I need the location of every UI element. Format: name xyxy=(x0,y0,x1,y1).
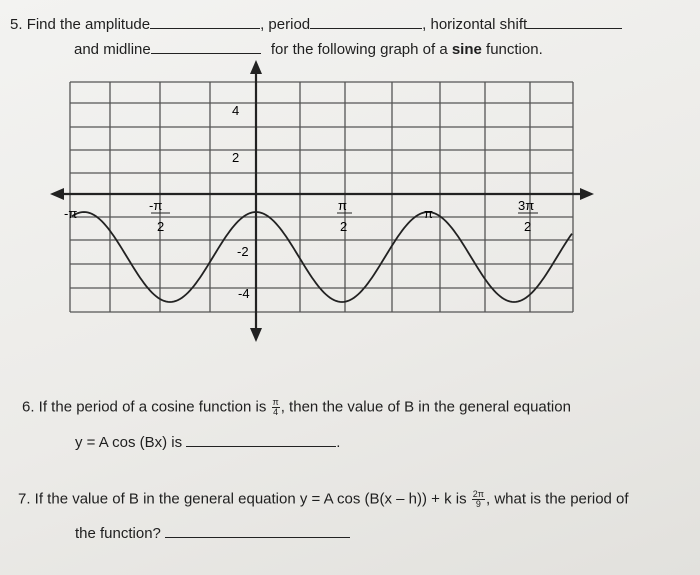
q5-text-function: function. xyxy=(486,41,543,58)
y-axis-down-arrow xyxy=(250,328,262,342)
x-label-pi: π xyxy=(424,206,433,221)
question-7-line-1 xyxy=(18,490,629,509)
q7-text-b: , what is the period of xyxy=(485,490,629,508)
period-answer-blank[interactable] xyxy=(165,537,350,538)
b-value-blank[interactable] xyxy=(186,446,336,447)
x-tick-neg-pi-over-2-den: 2 xyxy=(157,219,165,234)
q5-text-graph: for the following graph of a xyxy=(270,41,448,58)
q6-frac-num: π xyxy=(272,397,279,407)
q7-frac-num: 2π xyxy=(472,489,484,499)
q5-text-sine: sine xyxy=(451,41,482,58)
q5-text-period: , period xyxy=(260,16,311,33)
q6-text-b: , then the value of B in the general equation xyxy=(280,398,571,416)
x-label-left-pi: -π xyxy=(64,206,78,221)
q7-text-a: 7. If the value of B in the general equation y = A cos (B(x – h)) + k is xyxy=(18,490,467,508)
question-7-line-2 xyxy=(75,525,350,542)
y-tick-label-4: 4 xyxy=(232,103,240,118)
x-tick-pi-over-2-num: π xyxy=(338,198,347,213)
question-number: 5. xyxy=(10,16,23,33)
x-axis-left-arrow xyxy=(50,188,64,200)
x-tick-pi-over-2-den: 2 xyxy=(340,219,348,234)
question-6-line-2 xyxy=(75,434,340,451)
question-6-line-1 xyxy=(22,398,571,417)
x-axis-right-arrow xyxy=(580,188,594,200)
y-tick-label-2: 2 xyxy=(232,150,240,165)
q7-fraction xyxy=(472,490,485,509)
y-tick-label-neg-2: -2 xyxy=(237,244,249,259)
q6-frac-den: 4 xyxy=(273,407,279,417)
x-tick-neg-pi-over-2-num: -π xyxy=(149,198,163,213)
q7-frac-den: 9 xyxy=(475,499,481,509)
q7-text-function: the function? xyxy=(75,525,161,542)
q6-text-a: 6. If the period of a cosine function is xyxy=(22,398,267,416)
q6-fraction xyxy=(272,398,280,417)
x-tick-3pi-over-2-den: 2 xyxy=(524,219,532,234)
q5-text-amplitude: Find the amplitude xyxy=(26,16,151,33)
q5-text-shift: , horizontal shift xyxy=(422,16,528,33)
graph-grid xyxy=(70,82,573,312)
q5-text-midline: and midline xyxy=(74,41,151,58)
y-tick-label-neg-4: -4 xyxy=(238,286,250,301)
q6-period-mark: . xyxy=(336,434,341,451)
y-axis-up-arrow xyxy=(250,60,262,74)
q6-equation: y = A cos (Bx) is xyxy=(75,434,183,451)
x-tick-3pi-over-2-num: 3π xyxy=(518,198,535,213)
